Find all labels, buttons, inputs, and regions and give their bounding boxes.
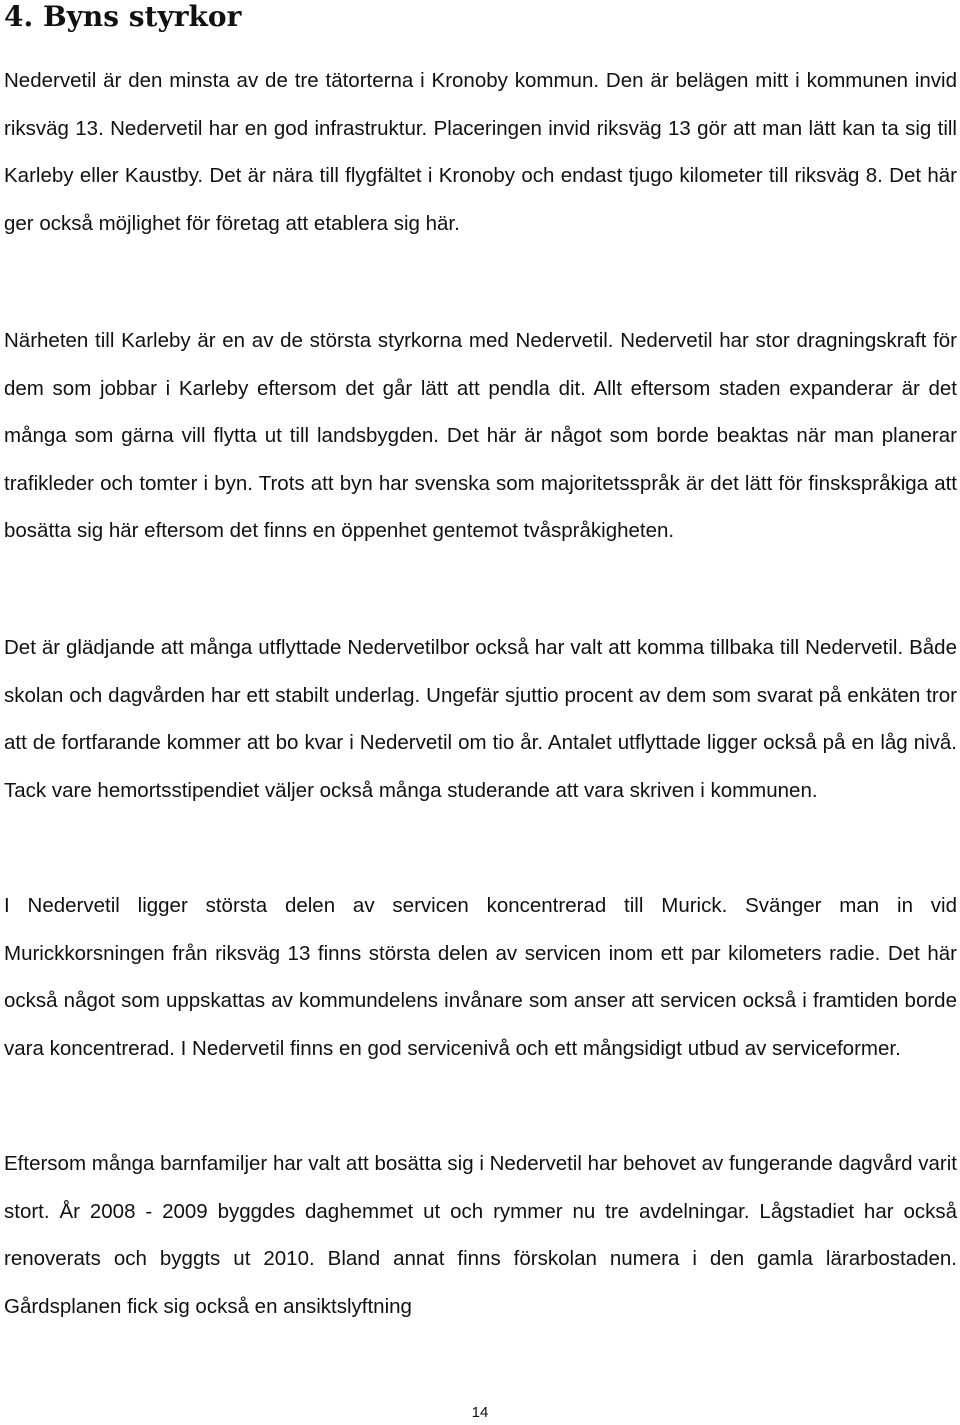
paragraph-location: Nedervetil är den minsta av de tre tätorterna i Kronoby kommun. Den är belägen mitt i kommunen invid riksväg 13. Nedervetil har en god infrastruktur. Placeringen invid riksväg 13 gör att man lätt kan ta sig till Karleby eller Kaustby. Det är nära till flygfältet i Kronoby och endast tjugo kilometer till riksväg 8. Det här ger också möjlighet för företag att etablera sig här. (4, 69, 957, 235)
paragraph-daycare: Eftersom många barnfamiljer har valt att bosätta sig i Nedervetil har behovet av fungerande dagvård varit stort. År 2008 - 2009 byggdes daghemmet ut och rymmer nu tre avdelningar. Lågstadiet har också renoverats och byggts ut 2010. Bland annat finns förskolan numera i den gamla lärarbostaden. Gårdsplanen fick sig också en ansiktslyftning (4, 1152, 957, 1318)
paragraph-returning-residents: Det är glädjande att många utflyttade Nedervetilbor också har valt att komma tillbaka till Nedervetil. Både skolan och dagvården har ett stabilt underlag. Ungefär sjuttio procent av dem som svarat på enkäten tror att de fortfarande kommer att bo kvar i Nedervetil om tio år. Antalet utflyttade ligger också på en låg nivå. Tack vare hemortsstipendiet väljer också många studerande att vara skriven i kommunen. (4, 636, 957, 802)
paragraph-karleby-proximity: Närheten till Karleby är en av de största styrkorna med Nedervetil. Nedervetil har stor dragningskraft för dem som jobbar i Karleby eftersom det går lätt att pendla dit. Allt eftersom staden expanderar är det många som gärna vill flytta ut till landsbygden. Det här är något som borde beaktas när man planerar trafikleder och tomter i byn. Trots att byn har svenska som majoritetsspråk är det lätt för finskspråkiga att bosätta sig här eftersom det finns en öppenhet gentemot tvåspråkigheten. (4, 329, 957, 542)
section-heading: 4. Byns styrkor (4, 0, 242, 33)
page-number: 14 (471, 1404, 489, 1421)
paragraph-services: I Nedervetil ligger största delen av servicen koncentrerad till Murick. Svänger man in vid Murickkorsningen från riksväg 13 finns största delen av servicen inom ett par kilometers radie. Det här också något som uppskattas av kommundelens invånare som anser att servicen också i framtiden borde vara koncentrerad. I Nedervetil finns en god servicenivå och ett mångsidigt utbud av serviceformer. (4, 894, 957, 1060)
